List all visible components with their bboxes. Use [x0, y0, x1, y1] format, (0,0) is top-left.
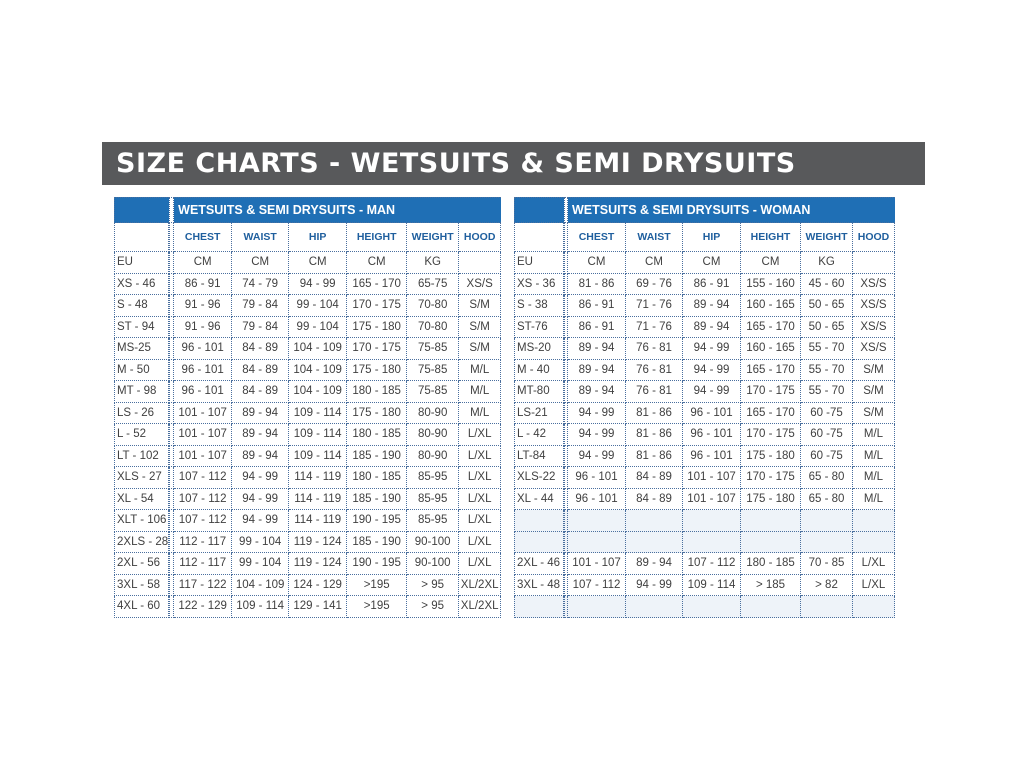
size-cell: 3XL - 58: [114, 575, 169, 597]
man-column-header: HIP: [289, 223, 347, 252]
table-row: [114, 360, 501, 382]
value-cell: 50 - 65: [801, 317, 853, 339]
table-row: [514, 403, 895, 425]
value-cell: 96 - 101: [683, 403, 741, 425]
table-row: [114, 381, 501, 403]
size-cell: 4XL - 60: [114, 596, 169, 618]
man-column-header: WAIST: [232, 223, 289, 252]
value-cell: 85-95: [407, 510, 459, 532]
woman-unit-cell: CM: [683, 252, 741, 274]
woman-column-header: WAIST: [626, 223, 683, 252]
value-cell: 96 - 101: [568, 489, 626, 511]
woman-column-header: HEIGHT: [741, 223, 801, 252]
value-cell: 107 - 112: [174, 467, 232, 489]
value-cell: 71 - 76: [626, 317, 683, 339]
value-cell: 89 - 94: [232, 403, 289, 425]
value-cell: 45 - 60: [801, 274, 853, 296]
man-column-header: HOOD: [459, 223, 501, 252]
table-row: [514, 295, 895, 317]
value-cell: 104 - 109: [289, 338, 347, 360]
value-cell: 81 - 86: [568, 274, 626, 296]
value-cell: 101 - 107: [568, 553, 626, 575]
table-row: [114, 596, 501, 618]
value-cell: 185 - 190: [347, 532, 407, 554]
value-cell: 107 - 112: [568, 575, 626, 597]
value-cell: 96 - 101: [683, 424, 741, 446]
value-cell: 109 - 114: [683, 575, 741, 597]
table-row: [114, 317, 501, 339]
value-cell: [741, 510, 801, 532]
value-cell: 99 - 104: [289, 317, 347, 339]
value-cell: 75-85: [407, 360, 459, 382]
value-cell: 107 - 112: [174, 489, 232, 511]
value-cell: 96 - 101: [174, 381, 232, 403]
value-cell: 90-100: [407, 553, 459, 575]
value-cell: 165 - 170: [741, 317, 801, 339]
value-cell: 185 - 190: [347, 446, 407, 468]
value-cell: 94 - 99: [232, 489, 289, 511]
value-cell: [568, 532, 626, 554]
value-cell: L/XL: [459, 553, 501, 575]
man-unit-cell: CM: [289, 252, 347, 274]
value-cell: >195: [347, 596, 407, 618]
value-cell: 114 - 119: [289, 510, 347, 532]
table-row: [514, 317, 895, 339]
size-cell: [514, 510, 564, 532]
size-cell: ST-76: [514, 317, 564, 339]
value-cell: 71 - 76: [626, 295, 683, 317]
value-cell: 109 - 114: [289, 403, 347, 425]
value-cell: 165 - 170: [347, 274, 407, 296]
value-cell: 70 - 85: [801, 553, 853, 575]
value-cell: [626, 510, 683, 532]
value-cell: 104 - 109: [289, 360, 347, 382]
man-column-header: HEIGHT: [347, 223, 407, 252]
woman-unit-cell: [853, 252, 895, 274]
value-cell: L/XL: [459, 446, 501, 468]
table-row: [114, 553, 501, 575]
man-unit-cell: KG: [407, 252, 459, 274]
value-cell: 175 - 180: [741, 446, 801, 468]
table-row: [114, 446, 501, 468]
value-cell: M/L: [459, 381, 501, 403]
size-cell: XLS-22: [514, 467, 564, 489]
value-cell: 84 - 89: [232, 338, 289, 360]
value-cell: 76 - 81: [626, 381, 683, 403]
value-cell: 89 - 94: [232, 446, 289, 468]
size-cell: LS - 26: [114, 403, 169, 425]
size-cell: M - 50: [114, 360, 169, 382]
value-cell: 65 - 80: [801, 467, 853, 489]
value-cell: XL/2XL: [459, 596, 501, 618]
value-cell: S/M: [459, 295, 501, 317]
value-cell: 69 - 76: [626, 274, 683, 296]
woman-column-header: HOOD: [853, 223, 895, 252]
value-cell: 80-90: [407, 424, 459, 446]
woman-column-header: HIP: [683, 223, 741, 252]
value-cell: 101 - 107: [683, 489, 741, 511]
value-cell: 155 - 160: [741, 274, 801, 296]
value-cell: 94 - 99: [683, 338, 741, 360]
man-units-label: EU: [114, 252, 169, 274]
table-row: [514, 467, 895, 489]
table-row: [114, 424, 501, 446]
value-cell: 175 - 180: [741, 489, 801, 511]
value-cell: 86 - 91: [568, 295, 626, 317]
value-cell: 91 - 96: [174, 317, 232, 339]
value-cell: [853, 510, 895, 532]
value-cell: [853, 532, 895, 554]
value-cell: 84 - 89: [232, 360, 289, 382]
value-cell: 55 - 70: [801, 360, 853, 382]
value-cell: 90-100: [407, 532, 459, 554]
man-column-header: WEIGHT: [407, 223, 459, 252]
value-cell: M/L: [853, 489, 895, 511]
value-cell: [853, 596, 895, 618]
value-cell: 76 - 81: [626, 338, 683, 360]
value-cell: > 95: [407, 575, 459, 597]
value-cell: 180 - 185: [347, 424, 407, 446]
value-cell: 109 - 114: [289, 446, 347, 468]
value-cell: 96 - 101: [174, 360, 232, 382]
value-cell: [683, 532, 741, 554]
value-cell: L/XL: [459, 532, 501, 554]
size-cell: L - 52: [114, 424, 169, 446]
value-cell: >195: [347, 575, 407, 597]
size-cell: ST - 94: [114, 317, 169, 339]
value-cell: [683, 510, 741, 532]
size-cell: MT - 98: [114, 381, 169, 403]
value-cell: 75-85: [407, 338, 459, 360]
value-cell: L/XL: [459, 467, 501, 489]
table-row: [114, 489, 501, 511]
value-cell: S/M: [853, 403, 895, 425]
value-cell: L/XL: [459, 424, 501, 446]
value-cell: 96 - 101: [568, 467, 626, 489]
value-cell: > 82: [801, 575, 853, 597]
value-cell: 50 - 65: [801, 295, 853, 317]
size-cell: [514, 596, 564, 618]
value-cell: 79 - 84: [232, 317, 289, 339]
woman-column-header-row: [514, 223, 895, 252]
size-cell: XL - 44: [514, 489, 564, 511]
value-cell: M/L: [853, 467, 895, 489]
value-cell: 109 - 114: [289, 424, 347, 446]
size-cell: MS-20: [514, 338, 564, 360]
value-cell: 170 - 175: [741, 381, 801, 403]
value-cell: 101 - 107: [174, 424, 232, 446]
value-cell: 94 - 99: [683, 381, 741, 403]
value-cell: 80-90: [407, 446, 459, 468]
table-row: [514, 338, 895, 360]
woman-corner-cell: [514, 197, 564, 223]
value-cell: 180 - 185: [741, 553, 801, 575]
man-corner-cell: [114, 197, 169, 223]
value-cell: 65 - 80: [801, 489, 853, 511]
woman-unit-cell: KG: [801, 252, 853, 274]
value-cell: 101 - 107: [683, 467, 741, 489]
woman-table-header: WETSUITS & SEMI DRYSUITS - WOMAN: [568, 197, 895, 223]
value-cell: 190 - 195: [347, 510, 407, 532]
value-cell: 122 - 129: [174, 596, 232, 618]
value-cell: 107 - 112: [174, 510, 232, 532]
value-cell: 96 - 101: [174, 338, 232, 360]
table-row: [114, 532, 501, 554]
value-cell: 99 - 104: [232, 532, 289, 554]
woman-header-row: [514, 197, 895, 223]
size-cell: XLT - 106: [114, 510, 169, 532]
table-row: [514, 360, 895, 382]
value-cell: 119 - 124: [289, 553, 347, 575]
value-cell: 101 - 107: [174, 446, 232, 468]
size-cell: M - 40: [514, 360, 564, 382]
value-cell: 89 - 94: [683, 317, 741, 339]
value-cell: 84 - 89: [626, 489, 683, 511]
value-cell: 112 - 117: [174, 532, 232, 554]
value-cell: [801, 596, 853, 618]
value-cell: 129 - 141: [289, 596, 347, 618]
value-cell: 75-85: [407, 381, 459, 403]
value-cell: 89 - 94: [683, 295, 741, 317]
value-cell: 86 - 91: [174, 274, 232, 296]
table-row: [114, 295, 501, 317]
value-cell: 70-80: [407, 295, 459, 317]
value-cell: 81 - 86: [626, 424, 683, 446]
value-cell: 99 - 104: [232, 553, 289, 575]
value-cell: > 95: [407, 596, 459, 618]
value-cell: 65-75: [407, 274, 459, 296]
woman-size-table: [514, 197, 895, 618]
value-cell: 180 - 185: [347, 381, 407, 403]
value-cell: [801, 510, 853, 532]
table-row: [514, 510, 895, 532]
value-cell: XS/S: [853, 274, 895, 296]
value-cell: 85-95: [407, 489, 459, 511]
value-cell: 94 - 99: [232, 510, 289, 532]
value-cell: > 185: [741, 575, 801, 597]
size-cell: XLS - 27: [114, 467, 169, 489]
value-cell: 99 - 104: [289, 295, 347, 317]
size-cell: MS-25: [114, 338, 169, 360]
table-row: [514, 596, 895, 618]
size-cell: [514, 532, 564, 554]
man-unit-cell: CM: [347, 252, 407, 274]
table-row: [114, 338, 501, 360]
value-cell: 114 - 119: [289, 489, 347, 511]
value-cell: 91 - 96: [174, 295, 232, 317]
size-cell: MT-80: [514, 381, 564, 403]
man-size-header-cell: [114, 223, 169, 252]
size-cell: 2XL - 46: [514, 553, 564, 575]
value-cell: S/M: [853, 381, 895, 403]
size-cell: XS - 46: [114, 274, 169, 296]
value-cell: 60 -75: [801, 446, 853, 468]
value-cell: 165 - 170: [741, 403, 801, 425]
value-cell: 94 - 99: [289, 274, 347, 296]
value-cell: 94 - 99: [568, 446, 626, 468]
woman-unit-cell: CM: [568, 252, 626, 274]
value-cell: 119 - 124: [289, 532, 347, 554]
table-row: [514, 446, 895, 468]
value-cell: L/XL: [459, 510, 501, 532]
value-cell: L/XL: [853, 553, 895, 575]
table-row: [514, 553, 895, 575]
value-cell: 165 - 170: [741, 360, 801, 382]
value-cell: S/M: [459, 338, 501, 360]
size-cell: LT - 102: [114, 446, 169, 468]
value-cell: 74 - 79: [232, 274, 289, 296]
value-cell: 94 - 99: [568, 424, 626, 446]
value-cell: 55 - 70: [801, 338, 853, 360]
value-cell: [741, 596, 801, 618]
value-cell: 175 - 180: [347, 360, 407, 382]
value-cell: 80-90: [407, 403, 459, 425]
value-cell: [683, 596, 741, 618]
value-cell: 60 -75: [801, 403, 853, 425]
value-cell: 94 - 99: [568, 403, 626, 425]
woman-units-label: EU: [514, 252, 564, 274]
value-cell: 185 - 190: [347, 489, 407, 511]
value-cell: M/L: [459, 360, 501, 382]
value-cell: XL/2XL: [459, 575, 501, 597]
woman-size-header-cell: [514, 223, 564, 252]
value-cell: 170 - 175: [347, 338, 407, 360]
value-cell: 55 - 70: [801, 381, 853, 403]
size-cell: S - 48: [114, 295, 169, 317]
value-cell: 89 - 94: [568, 381, 626, 403]
value-cell: 84 - 89: [232, 381, 289, 403]
man-header-row: [114, 197, 501, 223]
value-cell: 89 - 94: [626, 553, 683, 575]
table-row: [114, 575, 501, 597]
table-row: [514, 575, 895, 597]
size-cell: S - 38: [514, 295, 564, 317]
value-cell: 84 - 89: [626, 467, 683, 489]
value-cell: 117 - 122: [174, 575, 232, 597]
value-cell: 89 - 94: [568, 338, 626, 360]
size-cell: 3XL - 48: [514, 575, 564, 597]
value-cell: 160 - 165: [741, 338, 801, 360]
size-cell: 2XLS - 28: [114, 532, 169, 554]
value-cell: [741, 532, 801, 554]
woman-units-row: [514, 252, 895, 274]
value-cell: [801, 532, 853, 554]
table-row: [514, 489, 895, 511]
table-row: [114, 403, 501, 425]
value-cell: 86 - 91: [568, 317, 626, 339]
value-cell: S/M: [853, 360, 895, 382]
value-cell: 114 - 119: [289, 467, 347, 489]
value-cell: 96 - 101: [683, 446, 741, 468]
table-row: [114, 274, 501, 296]
value-cell: 94 - 99: [232, 467, 289, 489]
value-cell: 81 - 86: [626, 446, 683, 468]
value-cell: 170 - 175: [347, 295, 407, 317]
value-cell: 85-95: [407, 467, 459, 489]
value-cell: 89 - 94: [232, 424, 289, 446]
value-cell: 109 - 114: [232, 596, 289, 618]
value-cell: 86 - 91: [683, 274, 741, 296]
table-row: [514, 274, 895, 296]
value-cell: 60 -75: [801, 424, 853, 446]
table-row: [114, 467, 501, 489]
value-cell: 112 - 117: [174, 553, 232, 575]
man-unit-cell: CM: [232, 252, 289, 274]
value-cell: 170 - 175: [741, 467, 801, 489]
value-cell: XS/S: [853, 338, 895, 360]
value-cell: 101 - 107: [174, 403, 232, 425]
woman-unit-cell: CM: [626, 252, 683, 274]
value-cell: [568, 510, 626, 532]
table-row: [514, 424, 895, 446]
value-cell: 175 - 180: [347, 317, 407, 339]
size-cell: XL - 54: [114, 489, 169, 511]
man-units-row: [114, 252, 501, 274]
value-cell: 190 - 195: [347, 553, 407, 575]
man-column-header-row: [114, 223, 501, 252]
value-cell: L/XL: [853, 575, 895, 597]
value-cell: 104 - 109: [289, 381, 347, 403]
value-cell: 94 - 99: [683, 360, 741, 382]
table-row: [114, 510, 501, 532]
value-cell: 170 - 175: [741, 424, 801, 446]
value-cell: 180 - 185: [347, 467, 407, 489]
size-cell: L - 42: [514, 424, 564, 446]
woman-column-header: WEIGHT: [801, 223, 853, 252]
value-cell: [626, 596, 683, 618]
value-cell: 175 - 180: [347, 403, 407, 425]
value-cell: M/L: [853, 424, 895, 446]
value-cell: S/M: [459, 317, 501, 339]
size-cell: LS-21: [514, 403, 564, 425]
man-table-header: WETSUITS & SEMI DRYSUITS - MAN: [174, 197, 501, 223]
value-cell: 94 - 99: [626, 575, 683, 597]
man-column-header: CHEST: [174, 223, 232, 252]
value-cell: 107 - 112: [683, 553, 741, 575]
table-row: [514, 532, 895, 554]
value-cell: L/XL: [459, 489, 501, 511]
value-cell: M/L: [459, 403, 501, 425]
value-cell: 79 - 84: [232, 295, 289, 317]
value-cell: 76 - 81: [626, 360, 683, 382]
value-cell: [626, 532, 683, 554]
size-cell: XS - 36: [514, 274, 564, 296]
woman-column-header: CHEST: [568, 223, 626, 252]
value-cell: 124 - 129: [289, 575, 347, 597]
man-size-table: [114, 197, 501, 618]
value-cell: [568, 596, 626, 618]
value-cell: XS/S: [853, 317, 895, 339]
value-cell: 70-80: [407, 317, 459, 339]
table-row: [514, 381, 895, 403]
value-cell: 104 - 109: [232, 575, 289, 597]
man-unit-cell: [459, 252, 501, 274]
value-cell: 160 - 165: [741, 295, 801, 317]
value-cell: 89 - 94: [568, 360, 626, 382]
value-cell: XS/S: [459, 274, 501, 296]
value-cell: XS/S: [853, 295, 895, 317]
value-cell: M/L: [853, 446, 895, 468]
value-cell: 81 - 86: [626, 403, 683, 425]
size-cell: LT-84: [514, 446, 564, 468]
size-cell: 2XL - 56: [114, 553, 169, 575]
woman-unit-cell: CM: [741, 252, 801, 274]
page-title: SIZE CHARTS - WETSUITS & SEMI DRYSUITS: [102, 142, 925, 185]
man-unit-cell: CM: [174, 252, 232, 274]
